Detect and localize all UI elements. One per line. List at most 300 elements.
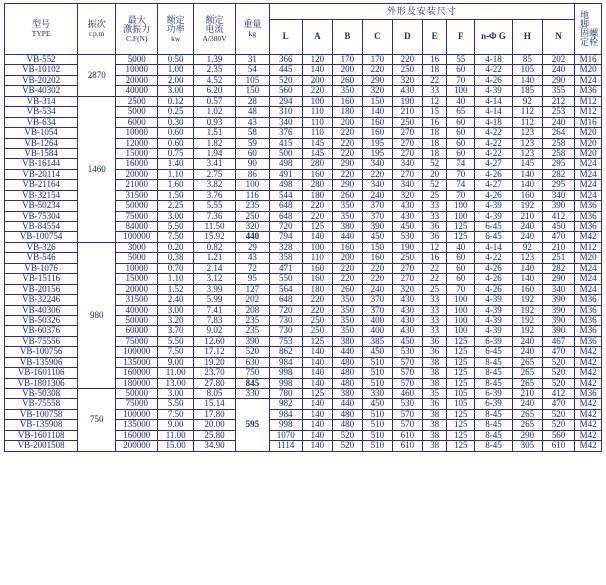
header-dim-E: E (422, 20, 446, 55)
cell-power: 2.40 (158, 295, 194, 305)
cell-anchor-bolt: M20 (575, 128, 602, 138)
cell-dim-nG: 8-45 (475, 420, 513, 430)
cell-dim-C: 320 (362, 86, 392, 96)
cell-model: VB-84554 (5, 222, 78, 232)
cell-dim-F: 100 (447, 211, 475, 221)
cell-dim-nG: 4-26 (475, 169, 513, 179)
cell-dim-A: 280 (302, 180, 332, 190)
cell-force: 15000 (116, 148, 158, 158)
cell-anchor-bolt: M36 (575, 295, 602, 305)
header-power-l1: 额定 (166, 14, 185, 25)
cell-dim-E: 18 (422, 138, 446, 148)
cell-dim-nG: 4-22 (475, 138, 513, 148)
cell-dim-F: 125 (447, 368, 475, 378)
cell-dim-L: 648 (269, 211, 302, 221)
cell-power: 0.60 (158, 128, 194, 138)
cell-dim-A: 140 (302, 378, 332, 388)
cell-dim-D: 320 (392, 75, 422, 85)
cell-dim-N: 282 (542, 169, 574, 179)
cell-power: 0.50 (158, 55, 194, 65)
cell-dim-nG: 4-39 (475, 201, 513, 211)
cell-dim-D: 430 (392, 211, 422, 221)
cell-dim-N: 253 (542, 107, 574, 117)
cell-current: 0.82 (193, 242, 235, 252)
cell-dim-nG: 4-39 (475, 211, 513, 221)
cell-dim-B: 520 (332, 430, 362, 440)
cell-power: 13.00 (158, 378, 194, 388)
cell-model: VB-634 (5, 117, 78, 127)
cell-power: 3.00 (158, 389, 194, 399)
cell-anchor-bolt: M36 (575, 336, 602, 346)
cell-dim-L: 730 (269, 326, 302, 336)
cell-dim-H: 123 (512, 253, 542, 263)
cell-dim-L: 500 (269, 148, 302, 158)
cell-dim-F: 60 (447, 117, 475, 127)
cell-dim-H: 192 (512, 326, 542, 336)
cell-dim-E: 18 (422, 65, 446, 75)
cell-dim-F: 100 (447, 295, 475, 305)
header-power-l2: 功率 (166, 24, 185, 35)
cell-current: 1.39 (193, 55, 235, 65)
cell-dim-B: 480 (332, 420, 362, 430)
cell-anchor-bolt: M16 (575, 55, 602, 65)
cell-force: 200000 (116, 441, 158, 451)
cell-dim-E: 38 (422, 441, 446, 451)
cell-dim-F: 60 (447, 65, 475, 75)
cell-model: VB-100754 (5, 232, 78, 242)
cell-dim-C: 220 (362, 274, 392, 284)
cell-dim-L: 648 (269, 201, 302, 211)
cell-current: 7.41 (193, 305, 235, 315)
cell-force: 135000 (116, 357, 158, 367)
header-power-l3: kw (171, 33, 181, 43)
cell-weight: 90 (236, 159, 269, 169)
cell-dim-nG: 8-45 (475, 357, 513, 367)
cell-dim-A: 110 (302, 107, 332, 117)
cell-force: 2500 (116, 96, 158, 106)
cell-dim-nG: 8-45 (475, 368, 513, 378)
cell-dim-A: 220 (302, 211, 332, 221)
cell-force: 31500 (116, 190, 158, 200)
cell-weight: 440 (236, 232, 269, 242)
cell-dim-nG: 8-45 (475, 430, 513, 440)
cell-dim-L: 358 (269, 253, 302, 263)
cell-dim-A: 125 (302, 389, 332, 399)
cell-dim-A: 110 (302, 253, 332, 263)
cell-dim-F: 70 (447, 190, 475, 200)
cell-dim-E: 36 (422, 399, 446, 409)
cell-anchor-bolt: M36 (575, 211, 602, 221)
cell-dim-C: 240 (362, 190, 392, 200)
cell-dim-N: 520 (542, 420, 574, 430)
cell-dim-F: 74 (447, 180, 475, 190)
cell-dim-nG: 4-14 (475, 242, 513, 252)
cell-weight: 150 (236, 86, 269, 96)
cell-dim-A: 125 (302, 336, 332, 346)
cell-weight: 31 (236, 55, 269, 65)
cell-dim-E: 22 (422, 75, 446, 85)
cell-power: 7.50 (158, 409, 194, 419)
cell-dim-F: 100 (447, 315, 475, 325)
cell-rpm: 980 (78, 242, 116, 388)
cell-dim-nG: 4-22 (475, 253, 513, 263)
cell-anchor-bolt: M42 (575, 368, 602, 378)
cell-force: 100000 (116, 232, 158, 242)
cell-dim-L: 498 (269, 180, 302, 190)
cell-dim-B: 380 (332, 222, 362, 232)
cell-dim-N: 412 (542, 211, 574, 221)
cell-dim-D: 530 (392, 399, 422, 409)
cell-dim-N: 355 (542, 86, 574, 96)
cell-model: VB-135908 (5, 420, 78, 430)
cell-dim-N: 520 (542, 357, 574, 367)
cell-dim-H: 192 (512, 315, 542, 325)
cell-current: 3.99 (193, 284, 235, 294)
cell-dim-H: 123 (512, 148, 542, 158)
cell-dim-E: 33 (422, 305, 446, 315)
header-rpm-l2: r.p.m (89, 28, 105, 38)
cell-dim-L: 730 (269, 315, 302, 325)
cell-dim-N: 520 (542, 409, 574, 419)
cell-power: 0.30 (158, 117, 194, 127)
cell-dim-D: 450 (392, 336, 422, 346)
cell-power: 3.00 (158, 86, 194, 96)
cell-dim-L: 1114 (269, 441, 302, 451)
cell-dim-A: 140 (302, 409, 332, 419)
cell-power: 2.00 (158, 75, 194, 85)
cell-dim-L: 753 (269, 336, 302, 346)
cell-dim-E: 36 (422, 232, 446, 242)
cell-force: 5000 (116, 253, 158, 263)
cell-dim-E: 33 (422, 201, 446, 211)
cell-current: 7.36 (193, 211, 235, 221)
cell-dim-L: 564 (269, 284, 302, 294)
cell-dim-C: 340 (362, 159, 392, 169)
cell-current: 2.14 (193, 263, 235, 273)
cell-dim-A: 180 (302, 284, 332, 294)
cell-dim-A: 160 (302, 274, 332, 284)
cell-dim-B: 440 (332, 399, 362, 409)
cell-dim-B: 170 (332, 55, 362, 65)
cell-power: 1.10 (158, 274, 194, 284)
cell-power: 0.60 (158, 138, 194, 148)
cell-weight: 43 (236, 253, 269, 263)
header-dim-B: B (332, 20, 362, 55)
cell-anchor-bolt: M24 (575, 284, 602, 294)
cell-dim-A: 220 (302, 305, 332, 315)
cell-dim-F: 125 (447, 430, 475, 440)
cell-dim-F: 40 (447, 96, 475, 106)
cell-dim-N: 295 (542, 180, 574, 190)
cell-dim-H: 265 (512, 409, 542, 419)
cell-dim-C: 510 (362, 409, 392, 419)
cell-dim-E: 36 (422, 222, 446, 232)
cell-force: 180000 (116, 378, 158, 388)
cell-current: 17.12 (193, 347, 235, 357)
cell-dim-B: 260 (332, 190, 362, 200)
specification-table (4, 3, 602, 452)
cell-dim-E: 20 (422, 169, 446, 179)
cell-dim-E: 15 (422, 107, 446, 117)
cell-dim-B: 350 (332, 201, 362, 211)
cell-weight: 127 (236, 284, 269, 294)
cell-dim-E: 33 (422, 326, 446, 336)
cell-dim-F: 60 (447, 128, 475, 138)
cell-force: 10000 (116, 65, 158, 75)
header-dim-H: H (512, 20, 542, 55)
cell-dim-nG: 6-39 (475, 336, 513, 346)
cell-dim-A: 140 (302, 232, 332, 242)
header-dimension-group: 外形及安装尺寸 (269, 4, 575, 20)
cell-dim-F: 60 (447, 138, 475, 148)
cell-current: 23.70 (193, 368, 235, 378)
cell-dim-H: 305 (512, 441, 542, 451)
cell-power: 0.12 (158, 96, 194, 106)
cell-force: 160000 (116, 368, 158, 378)
cell-dim-H: 265 (512, 357, 542, 367)
cell-dim-N: 212 (542, 96, 574, 106)
cell-model: VB-75304 (5, 211, 78, 221)
cell-power: 3.00 (158, 305, 194, 315)
cell-dim-N: 390 (542, 315, 574, 325)
cell-current: 3.76 (193, 190, 235, 200)
cell-dim-L: 720 (269, 222, 302, 232)
cell-dim-D: 190 (392, 242, 422, 252)
cell-dim-L: 340 (269, 117, 302, 127)
cell-current: 17.80 (193, 409, 235, 419)
cell-anchor-bolt: M42 (575, 232, 602, 242)
cell-force: 135000 (116, 420, 158, 430)
cell-power: 0.25 (158, 107, 194, 117)
cell-current: 7.83 (193, 315, 235, 325)
table-body (5, 55, 602, 452)
table-row (5, 389, 602, 399)
cell-dim-F: 65 (447, 107, 475, 117)
cell-power: 0.75 (158, 148, 194, 158)
header-power (158, 4, 194, 55)
cell-dim-E: 38 (422, 430, 446, 440)
cell-dim-N: 264 (542, 128, 574, 138)
cell-dim-H: 290 (512, 430, 542, 440)
cell-dim-L: 471 (269, 263, 302, 273)
header-anchor-bolt (575, 4, 602, 55)
cell-weight: 100 (236, 180, 269, 190)
cell-power: 11.00 (158, 368, 194, 378)
cell-force: 20000 (116, 75, 158, 85)
cell-weight: 86 (236, 169, 269, 179)
cell-dim-D: 270 (392, 169, 422, 179)
cell-dim-D: 340 (392, 159, 422, 169)
header-force (116, 4, 158, 55)
cell-dim-H: 265 (512, 378, 542, 388)
cell-dim-A: 145 (302, 138, 332, 148)
cell-dim-F: 125 (447, 336, 475, 346)
header-model (5, 4, 78, 55)
cell-dim-N: 390 (542, 305, 574, 315)
cell-dim-C: 510 (362, 368, 392, 378)
cell-force: 20000 (116, 284, 158, 294)
cell-model: VB-50326 (5, 315, 78, 325)
cell-dim-C: 170 (362, 55, 392, 65)
cell-dim-D: 570 (392, 409, 422, 419)
cell-dim-E: 52 (422, 180, 446, 190)
header-model-l1: 型号 (32, 19, 51, 30)
cell-dim-H: 210 (512, 211, 542, 221)
cell-dim-D: 530 (392, 232, 422, 242)
cell-dim-H: 145 (512, 159, 542, 169)
cell-model: VB-20114 (5, 169, 78, 179)
cell-dim-D: 570 (392, 378, 422, 388)
cell-dim-A: 140 (302, 430, 332, 440)
cell-dim-L: 998 (269, 368, 302, 378)
cell-dim-A: 250 (302, 315, 332, 325)
cell-dim-nG: 4-39 (475, 315, 513, 325)
cell-dim-nG: 4-26 (475, 75, 513, 85)
cell-current: 0.93 (193, 117, 235, 127)
cell-dim-H: 192 (512, 295, 542, 305)
cell-dim-H: 112 (512, 117, 542, 127)
cell-dim-E: 38 (422, 409, 446, 419)
cell-dim-N: 450 (542, 222, 574, 232)
cell-weight: 58 (236, 128, 269, 138)
cell-weight: 48 (236, 107, 269, 117)
cell-dim-F: 70 (447, 284, 475, 294)
cell-dim-F: 74 (447, 159, 475, 169)
cell-anchor-bolt: M20 (575, 65, 602, 75)
cell-power: 1.00 (158, 65, 194, 75)
cell-dim-C: 390 (362, 222, 392, 232)
cell-dim-N: 610 (542, 441, 574, 451)
cell-dim-A: 160 (302, 263, 332, 273)
cell-dim-F: 125 (447, 441, 475, 451)
cell-dim-N: 290 (542, 75, 574, 85)
cell-force: 5000 (116, 107, 158, 117)
cell-anchor-bolt: M24 (575, 263, 602, 273)
cell-force: 84000 (116, 222, 158, 232)
cell-dim-B: 180 (332, 107, 362, 117)
cell-model: VB-20202 (5, 75, 78, 85)
cell-model: VB-60376 (5, 326, 78, 336)
cell-dim-C: 290 (362, 75, 392, 85)
cell-dim-E: 12 (422, 96, 446, 106)
cell-model: VB-1801306 (5, 378, 78, 388)
cell-dim-H: 123 (512, 128, 542, 138)
cell-dim-A: 180 (302, 190, 332, 200)
cell-dim-nG: 4-26 (475, 263, 513, 273)
cell-dim-L: 294 (269, 96, 302, 106)
cell-force: 75000 (116, 399, 158, 409)
cell-anchor-bolt: M36 (575, 305, 602, 315)
cell-weight: 630 (236, 357, 269, 367)
cell-current: 27.80 (193, 378, 235, 388)
cell-current: 1.51 (193, 128, 235, 138)
cell-dim-N: 560 (542, 430, 574, 440)
cell-dim-A: 145 (302, 148, 332, 158)
cell-model: VB-50308 (5, 389, 78, 399)
cell-dim-C: 195 (362, 138, 392, 148)
cell-dim-A: 120 (302, 55, 332, 65)
cell-dim-B: 480 (332, 368, 362, 378)
cell-dim-H: 92 (512, 96, 542, 106)
cell-dim-L: 415 (269, 138, 302, 148)
cell-dim-N: 282 (542, 263, 574, 273)
cell-power: 7.50 (158, 347, 194, 357)
cell-power: 2.25 (158, 201, 194, 211)
cell-anchor-bolt: M16 (575, 117, 602, 127)
cell-force: 6000 (116, 117, 158, 127)
cell-dim-L: 445 (269, 65, 302, 75)
cell-dim-N: 390 (542, 295, 574, 305)
cell-dim-nG: 4-39 (475, 326, 513, 336)
cell-dim-nG: 8-45 (475, 441, 513, 451)
cell-dim-N: 390 (542, 201, 574, 211)
cell-weight: 390 (236, 336, 269, 346)
cell-dim-nG: 4-39 (475, 86, 513, 96)
cell-power: 5.50 (158, 222, 194, 232)
cell-dim-B: 260 (332, 75, 362, 85)
cell-weight: 750 (236, 368, 269, 378)
cell-dim-nG: 4-27 (475, 180, 513, 190)
cell-anchor-bolt: M12 (575, 242, 602, 252)
header-rpm-l1: 振次 (87, 19, 106, 30)
cell-anchor-bolt: M12 (575, 107, 602, 117)
cell-dim-H: 192 (512, 305, 542, 315)
cell-dim-B: 350 (332, 295, 362, 305)
cell-power: 7.50 (158, 232, 194, 242)
cell-current: 20.00 (193, 420, 235, 430)
cell-dim-A: 140 (302, 368, 332, 378)
cell-model: VB-100756 (5, 347, 78, 357)
cell-dim-L: 998 (269, 420, 302, 430)
cell-anchor-bolt: M36 (575, 222, 602, 232)
cell-dim-F: 100 (447, 201, 475, 211)
cell-dim-E: 18 (422, 148, 446, 158)
cell-current: 1.82 (193, 138, 235, 148)
cell-model: VB-40302 (5, 86, 78, 96)
cell-dim-L: 720 (269, 305, 302, 315)
cell-dim-N: 251 (542, 253, 574, 263)
cell-dim-N: 210 (542, 242, 574, 252)
cell-dim-E: 22 (422, 263, 446, 273)
cell-dim-B: 480 (332, 357, 362, 367)
cell-weight: 320 (236, 222, 269, 232)
cell-dim-C: 220 (362, 263, 392, 273)
cell-dim-F: 40 (447, 242, 475, 252)
cell-dim-N: 202 (542, 55, 574, 65)
cell-power: 9.00 (158, 420, 194, 430)
cell-dim-F: 60 (447, 274, 475, 284)
cell-model: VB-20156 (5, 284, 78, 294)
cell-model: VB-534 (5, 107, 78, 117)
cell-dim-E: 33 (422, 86, 446, 96)
cell-force: 50000 (116, 201, 158, 211)
cell-weight: 60 (236, 148, 269, 158)
cell-dim-F: 125 (447, 409, 475, 419)
cell-dim-B: 480 (332, 378, 362, 388)
cell-dim-E: 36 (422, 347, 446, 357)
cell-anchor-bolt: M42 (575, 409, 602, 419)
cell-force: 60000 (116, 326, 158, 336)
header-dim-C: C (362, 20, 392, 55)
cell-dim-A: 200 (302, 75, 332, 85)
cell-dim-D: 430 (392, 326, 422, 336)
cell-dim-E: 33 (422, 315, 446, 325)
cell-dim-N: 520 (542, 378, 574, 388)
cell-anchor-bolt: M42 (575, 399, 602, 409)
cell-anchor-bolt: M42 (575, 420, 602, 430)
cell-dim-B: 200 (332, 65, 362, 75)
cell-dim-D: 430 (392, 201, 422, 211)
